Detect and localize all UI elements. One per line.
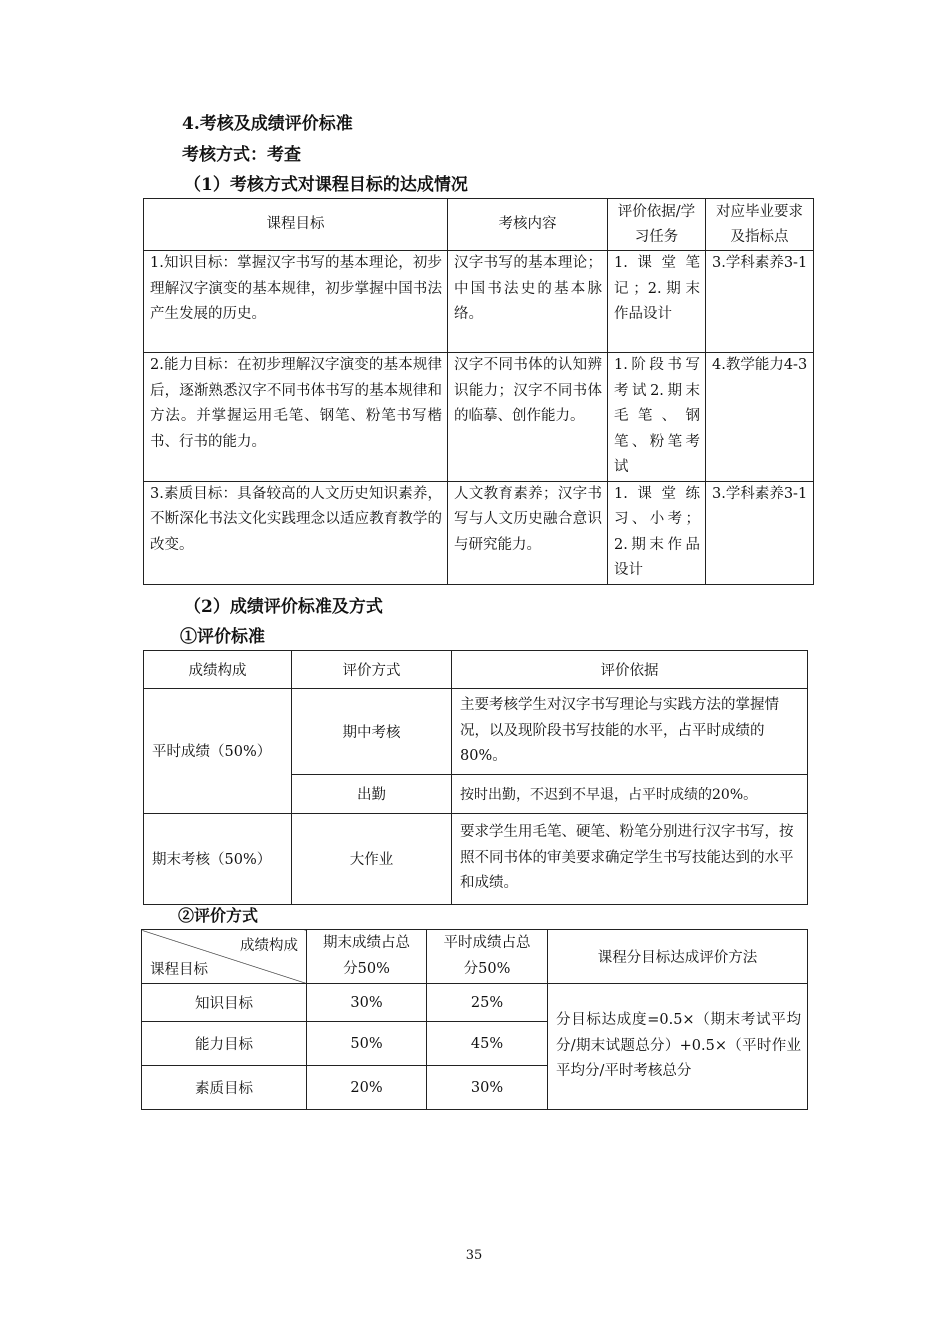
content-ability: 汉字不同书体的认知辨识能力；汉字不同书体的临摹、创作能力。 — [448, 353, 608, 482]
subheading-1: （1）考核方式对课程目标的达成情况 — [184, 175, 468, 195]
achievement-formula: 分目标达成度=0.5×（期末考试平均分/期末试题总分）+0.5×（平时作业平均分/平时考核总分 — [548, 984, 808, 1110]
header-goal: 课程目标 — [144, 199, 448, 251]
subheading-2a: ①评价标准 — [180, 627, 265, 647]
knowledge-final: 30% — [307, 984, 427, 1022]
header-requirement-text: 对应毕业要求及指标点 — [716, 203, 803, 245]
method-midterm: 期中考核 — [292, 689, 452, 775]
goal-quality-row: 素质目标 — [142, 1066, 307, 1110]
final-score: 期末考核（50%） — [144, 813, 292, 904]
req-quality: 3.学科素养3-1 — [706, 481, 814, 584]
method-attendance: 出勤 — [292, 774, 452, 813]
goal-quality: 3.素质目标：具备较高的人文历史知识素养，不断深化书法文化实践理念以适应教育教学的改变。 — [144, 481, 448, 584]
goal-knowledge: 1.知识目标：掌握汉字书写的基本理论，初步理解汉字演变的基本规律，初步掌握中国书法产生发展的历史。 — [144, 251, 448, 353]
req-ability: 4.教学能力4-3 — [706, 353, 814, 482]
ability-final: 50% — [307, 1022, 427, 1066]
content-quality: 人文教育素养；汉字书写与人文历史融合意识与研究能力。 — [448, 481, 608, 584]
header-basis — [608, 199, 706, 251]
header-regular-text: 平时成绩占总分50% — [443, 935, 531, 977]
grading-standard-table — [143, 650, 808, 905]
header-criteria: 评价依据 — [452, 651, 808, 689]
knowledge-regular: 25% — [427, 984, 548, 1022]
goal-knowledge-row: 知识目标 — [142, 984, 307, 1022]
criteria-midterm: 主要考核学生对汉字书写理论与实践方法的掌握情况，以及现阶段书写技能的水平，占平时成绩的80%。 — [452, 689, 808, 775]
quality-regular: 30% — [427, 1066, 548, 1110]
course-goal-table — [143, 198, 814, 585]
goal-ability-row: 能力目标 — [142, 1022, 307, 1066]
basis-quality: 1.课堂练习、小考；2.期末作品设计 — [608, 481, 706, 584]
basis-knowledge: 1.课堂笔记；2.期末作品设计 — [608, 251, 706, 353]
section-heading: 4.考核及成绩评价标准 — [182, 114, 353, 134]
evaluation-method-table — [141, 929, 808, 1110]
diag-composition: 成绩构成 — [240, 938, 298, 954]
header-content: 考核内容 — [448, 199, 608, 251]
criteria-attendance: 按时出勤，不迟到不早退，占平时成绩的20%。 — [452, 774, 808, 813]
basis-ability: 1.阶段书写考试2.期末毛笔、钢笔、粉笔考试 — [608, 353, 706, 482]
subheading-2b: ②评价方式 — [178, 906, 259, 925]
assessment-method: 考核方式：考查 — [182, 145, 301, 165]
header-achievement-method: 课程分目标达成评价方法 — [548, 930, 808, 984]
content-knowledge: 汉字书写的基本理论；中国书法史的基本脉络。 — [448, 251, 608, 353]
subheading-2: （2）成绩评价标准及方式 — [184, 597, 383, 617]
criteria-project: 要求学生用毛笔、硬笔、粉笔分别进行汉字书写，按照不同书体的审美要求确定学生书写技能达到的水平和成绩。 — [452, 813, 808, 904]
diag-goal: 课程目标 — [150, 962, 208, 978]
ability-regular: 45% — [427, 1022, 548, 1066]
header-requirement — [706, 199, 814, 251]
diagonal-header-cell — [142, 930, 307, 984]
method-project: 大作业 — [292, 813, 452, 904]
regular-score: 平时成绩（50%） — [144, 689, 292, 814]
quality-final: 20% — [307, 1066, 427, 1110]
header-final-exam — [307, 930, 427, 984]
header-basis-text: 评价依据/学习任务 — [617, 203, 696, 245]
header-composition: 成绩构成 — [144, 651, 292, 689]
header-regular — [427, 930, 548, 984]
header-final-exam-text: 期末成绩占总分50% — [323, 935, 410, 977]
header-method: 评价方式 — [292, 651, 452, 689]
req-knowledge: 3.学科素养3-1 — [706, 251, 814, 353]
goal-ability: 2.能力目标：在初步理解汉字演变的基本规律后，逐渐熟悉汉字不同书体书写的基本规律和方法。并掌握运用毛笔、钢笔、粉笔书写楷书、行书的能力。 — [144, 353, 448, 482]
page-number: 35 — [465, 1248, 483, 1263]
